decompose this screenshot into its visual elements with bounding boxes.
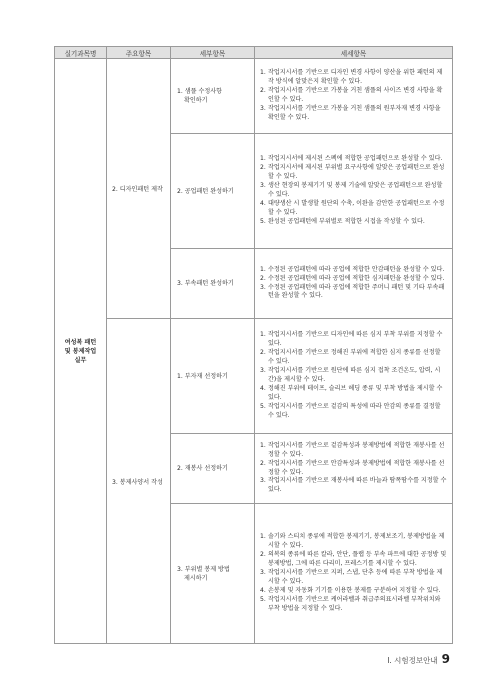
detail-text: 수정된 공업패턴에 따라 공업에 적합한 주머니 패턴 및 기타 부속패턴을 완성할 수 있다. <box>268 283 445 300</box>
sub-item-cell <box>171 504 255 644</box>
detail-text: 작업지시서를 기반으로 디자인 변경 사항이 양산을 위한 패턴의 제작 방식에 알맞은지 확인할 수 있다. <box>268 69 443 86</box>
detail-item: 4. 손봉제 및 자동화 기기를 이용한 봉제를 구분하여 지정할 수 있다. <box>260 587 448 596</box>
detail-text: 작업지시서를 기반으로 재봉사에 따른 바늘과 땀폭땀수를 지정할 수 있다. <box>268 477 447 494</box>
header-subject: 실기과목명 <box>55 47 107 59</box>
sub-item-cell <box>171 319 255 434</box>
detail-item: 5. 작업지시서를 기반으로 케어라벨과 취급주의표시라벨 부착위치와 부착 방법을 지정할 수 있다. <box>260 596 448 614</box>
detail-item: 3. 작업지시서를 기반으로 지퍼, 스냅, 단추 등에 따른 부착 방법을 제시할 수 있다. <box>260 569 448 587</box>
detail-text: 작업지시서를 기반으로 가봉을 거친 샘플의 사이즈 변경 사항을 확인할 수 있다. <box>268 87 443 103</box>
main-item-cell: 2. 디자인패턴 제작 <box>107 59 171 319</box>
detail-text: 생산 현장의 봉제기기 및 봉제 기술에 알맞은 공업패턴으로 완성할 수 있다. <box>268 182 443 198</box>
detail-item: 2. 작업지시서를 기반으로 정해진 부위에 적합한 심지 종류를 선정할 수 있다. <box>260 349 448 367</box>
detail-text: 완성된 공업패턴에 부위별로 적합한 시접을 작성할 수 있다. <box>268 217 425 225</box>
sub-item-line: 2. 공업패턴 완성하기 <box>177 187 234 195</box>
sub-item-line: 3. 부위별 봉제 방법 <box>177 565 230 573</box>
detail-list <box>260 69 448 122</box>
sub-item-cell <box>171 134 255 249</box>
detail-text: 작업지시서에 제시된 부위별 요구사항에 알맞은 공업패턴으로 완성할 수 있다. <box>268 164 445 181</box>
detail-text: 작업지시서를 기반으로 디자인에 따른 심지 부착 부위를 지정할 수 있다. <box>268 331 443 348</box>
detail-text: 작업지시서를 기반으로 겉감의 특성에 따라 안감의 종류를 결정할 수 있다. <box>268 402 441 419</box>
detail-text: 작업지시서를 기반으로 안감특성과 봉제방법에 적합한 재봉사를 선정할 수 있다. <box>268 459 445 476</box>
sub-item-cell <box>171 59 255 134</box>
table-header-row <box>55 47 453 59</box>
sub-item-cell <box>171 249 255 319</box>
subject-line: 여성복 패턴 <box>64 338 97 346</box>
detail-list <box>260 155 448 226</box>
detail-cell <box>255 59 453 134</box>
detail-item: 3. 수정된 공업패턴에 따라 공업에 적합한 주머니 패턴 및 기타 부속패턴을 완성할 수 있다. <box>260 284 448 302</box>
detail-text: 작업지시서를 기반으로 가봉을 거친 샘플의 원부자재 변경 사항을 확인할 수 있다. <box>268 104 441 121</box>
detail-cell <box>255 249 453 319</box>
detail-item: 1. 작업지시서를 기반으로 겉감특성과 봉제방법에 적합한 재봉사를 선정할 수 있다. <box>260 442 448 460</box>
detail-item: 4. 대량생산 시 발생할 원단의 수축, 이완을 감안한 공업패턴으로 수정할 수 있다. <box>260 200 448 218</box>
detail-text: 손봉제 및 자동화 기기를 이용한 봉제를 구분하여 지정할 수 있다. <box>268 586 441 594</box>
detail-item: 4. 정해진 부위에 테이프, 슬리브 헤딩 종류 및 부착 방법을 제시할 수 있다. <box>260 385 448 403</box>
sub-item-line: 2. 재봉사 선정하기 <box>177 465 228 472</box>
detail-text: 작업지시서에 제시된 스펙에 적합한 공업패턴으로 완성할 수 있다. <box>268 155 443 163</box>
header-sub-item: 세부항목 <box>171 47 255 59</box>
detail-list <box>260 266 448 302</box>
detail-text: 솔기와 스티치 종류에 적합한 봉제기기, 봉제보조기, 봉제방법을 제시할 수 있다. <box>268 533 445 550</box>
detail-item: 1. 작업지시서를 기반으로 디자인에 따른 심지 부착 부위를 지정할 수 있다. <box>260 331 448 349</box>
detail-item: 3. 작업지시서를 기반으로 재봉사에 따른 바늘과 땀폭땀수를 지정할 수 있다. <box>260 477 447 494</box>
page-footer <box>387 652 450 666</box>
detail-item: 2. 의복의 종류에 따른 칼라, 안단, 플랩 등 부속 파트에 대한 공정방 및 봉제방법, 그에 따른 다리미, 프레스기를 제시할 수 있다. <box>260 551 447 568</box>
subject-cell <box>55 59 107 644</box>
header-main-item: 주요항목 <box>107 47 171 59</box>
detail-item: 2. 수정된 공업패턴에 따라 공업에 적합한 심지패턴을 완성할 수 있다. <box>260 275 448 284</box>
detail-item: 2. 작업지시서를 기반으로 가봉을 거친 샘플의 사이즈 변경 사항을 확인할 수 있다. <box>260 87 448 105</box>
detail-item: 1. 작업지시서에 제시된 스펙에 적합한 공업패턴으로 완성할 수 있다. <box>260 155 448 164</box>
detail-item: 2. 작업지시서에 제시된 부위별 요구사항에 알맞은 공업패턴으로 완성할 수 있다. <box>260 164 448 182</box>
detail-item: 3. 생산 현장의 봉제기기 및 봉제 기술에 알맞은 공업패턴으로 완성할 수 있다. <box>260 182 448 200</box>
detail-cell <box>255 319 453 434</box>
detail-item: 2. 작업지시서를 기반으로 안감특성과 봉제방법에 적합한 재봉사를 선정할 수 있다. <box>260 460 448 478</box>
detail-text: 대량생산 시 발생할 원단의 수축, 이완을 감안한 공업패턴으로 수정할 수 있다. <box>268 199 445 216</box>
detail-item: 1. 작업지시서를 기반으로 디자인 변경 사항이 양산을 위한 패턴의 제작 방식에 알맞은지 확인할 수 있다. <box>260 69 448 87</box>
subject-line: 및 봉제작업 <box>64 347 97 355</box>
detail-cell <box>255 504 453 644</box>
detail-list <box>260 442 448 495</box>
detail-text: 작업지시서를 기반으로 겉감특성과 봉제방법에 적합한 재봉사를 선정할 수 있다. <box>268 441 445 458</box>
sub-item-line: 제시하기 <box>184 574 208 582</box>
exam-criteria-table <box>54 46 453 644</box>
detail-text: 작업지시서를 기반으로 정해진 부위에 적합한 심지 종류를 선정할 수 있다. <box>268 349 441 366</box>
detail-text: 작업지시서를 기반으로 지퍼, 스냅, 단추 등에 따른 부착 방법을 제시할 수 있다. <box>268 569 443 585</box>
detail-list <box>260 331 448 420</box>
detail-item: 3. 작업지시서를 기반으로 원단에 따른 심지 접착 조건온도, 압력, 시간)을 제시할 수 있다. <box>260 367 448 385</box>
detail-item: 3. 작업지시서를 기반으로 가봉을 거친 샘플의 원부자재 변경 사항을 확인할 수 있다. <box>260 105 448 123</box>
sub-item-line: 확인하기 <box>184 97 208 104</box>
table-row <box>55 319 453 434</box>
page-number: 9 <box>441 652 450 666</box>
header-detail-item: 세세항목 <box>255 47 453 59</box>
footer-section-label: I. 시험정보안내 <box>387 656 438 665</box>
sub-item-line: 1. 샘플 수정사항 <box>177 88 223 95</box>
detail-text: 수정된 공업패턴에 따라 공업에 적합한 안감패턴을 완성할 수 있다. <box>268 265 445 273</box>
sub-item-line: 3. 부속패턴 완성하기 <box>177 280 234 287</box>
detail-list <box>260 533 448 613</box>
detail-cell <box>255 434 453 504</box>
subject-line: 실무 <box>74 356 87 364</box>
sub-item-cell <box>171 434 255 504</box>
table-row <box>55 59 453 134</box>
detail-item: 5. 완성된 공업패턴에 부위별로 적합한 시접을 작성할 수 있다. <box>260 218 448 227</box>
detail-text: 의복의 종류에 따른 칼라, 안단, 플랩 등 부속 파트에 대한 공정방 및 봉제방법, 그에 따른 다리미, 프레스기를 제시할 수 있다. <box>268 551 447 568</box>
detail-text: 작업지시서를 기반으로 케어라벨과 취급주의표시라벨 부착위치와 부착 방법을 지정할 수 있다. <box>268 595 441 612</box>
detail-cell <box>255 134 453 249</box>
detail-item: 1. 솔기와 스티치 종류에 적합한 봉제기기, 봉제보조기, 봉제방법을 제시할 수 있다. <box>260 533 448 551</box>
sub-item-line: 1. 부자재 선정하기 <box>177 372 228 380</box>
detail-text: 수정된 공업패턴에 따라 공업에 적합한 심지패턴을 완성할 수 있다. <box>268 274 445 282</box>
main-item-cell: 3. 봉제사양서 작성 <box>107 319 171 644</box>
detail-text: 정해진 부위에 테이프, 슬리브 헤딩 종류 및 부착 방법을 제시할 수 있다. <box>268 384 443 401</box>
detail-text: 작업지시서를 기반으로 원단에 따른 심지 접착 조건온도, 압력, 시간)을 제시할 수 있다. <box>268 367 441 383</box>
detail-item: 1. 수정된 공업패턴에 따라 공업에 적합한 안감패턴을 완성할 수 있다. <box>260 266 448 275</box>
detail-item: 5. 작업지시서를 기반으로 겉감의 특성에 따라 안감의 종류를 결정할 수 있다. <box>260 403 448 421</box>
